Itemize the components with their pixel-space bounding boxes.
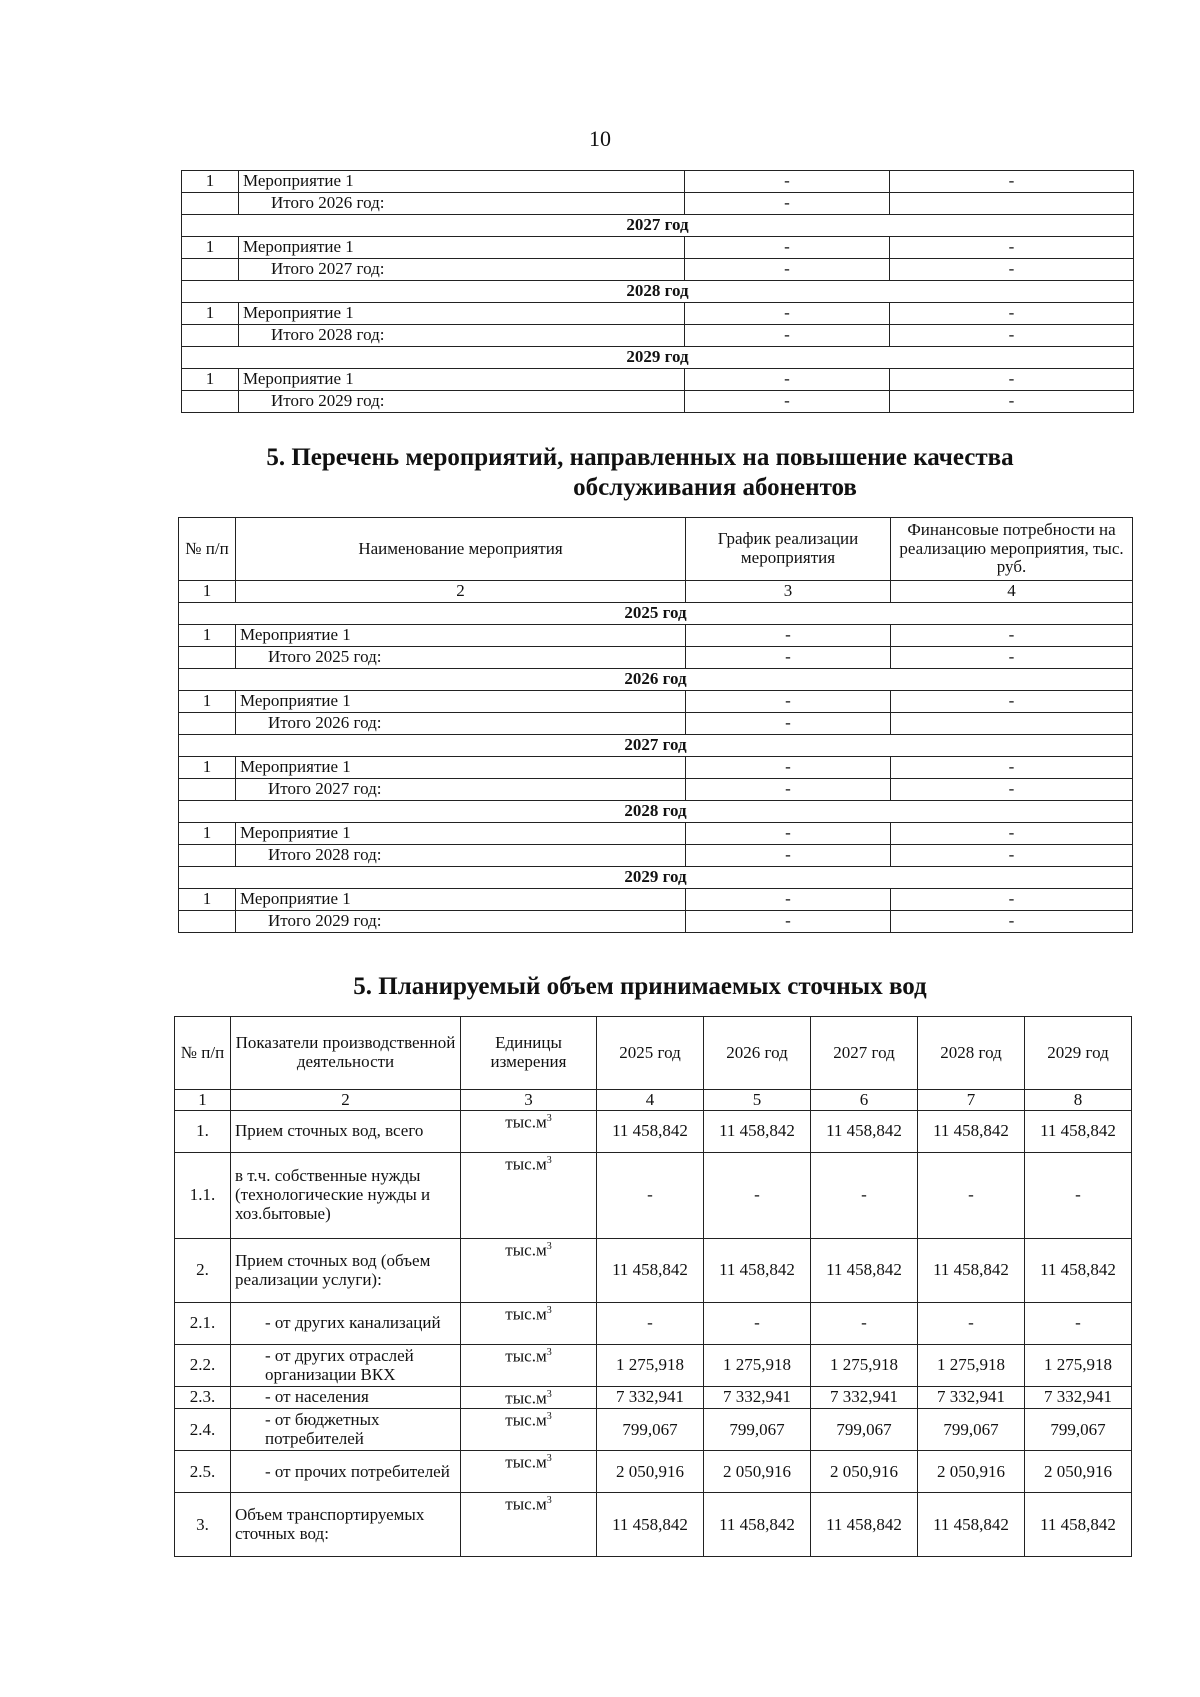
value-cell: 7 332,941 — [704, 1387, 811, 1409]
table-row — [175, 1303, 1132, 1345]
schedule-cell: - — [686, 823, 891, 845]
total-label: Итого 2028 год: — [239, 325, 685, 347]
year-header-row — [182, 281, 1134, 303]
row-number: 1 — [182, 303, 239, 325]
value-cell: 11 458,842 — [1025, 1239, 1132, 1303]
section-title-line-1: 5. Перечень мероприятий, направленных на повышение качества — [266, 444, 1014, 471]
table-row — [179, 823, 1133, 845]
unit-superscript: 3 — [546, 1495, 552, 1507]
value-cell: 11 458,842 — [1025, 1493, 1132, 1557]
total-row — [179, 647, 1133, 669]
value-cell: 11 458,842 — [704, 1239, 811, 1303]
column-number: 1 — [175, 1090, 231, 1111]
schedule-cell: - — [686, 625, 891, 647]
value-cell: 11 458,842 — [918, 1239, 1025, 1303]
column-number: 2 — [231, 1090, 461, 1111]
finance-cell: - — [891, 779, 1133, 801]
header-cell: 2028 год — [918, 1017, 1025, 1090]
unit-superscript: 3 — [546, 1389, 552, 1400]
column-number: 2 — [236, 581, 686, 603]
year-header-row — [179, 735, 1133, 757]
row-number — [182, 193, 239, 215]
row-number: 2.1. — [175, 1303, 231, 1345]
row-number — [182, 259, 239, 281]
value-cell: - — [597, 1153, 704, 1239]
row-number: 1 — [182, 369, 239, 391]
value-cell: - — [811, 1303, 918, 1345]
event-name: Мероприятие 1 — [236, 691, 686, 713]
row-number: 1 — [182, 237, 239, 259]
event-name: Мероприятие 1 — [239, 237, 685, 259]
year-label: 2028 год — [179, 801, 1133, 823]
year-header-row — [182, 347, 1134, 369]
value-cell: - — [704, 1153, 811, 1239]
year-label: 2029 год — [182, 347, 1134, 369]
table-header-row — [175, 1017, 1132, 1090]
schedule-cell: - — [686, 845, 891, 867]
total-label: Итого 2026 год: — [239, 193, 685, 215]
service-quality-events-table — [178, 517, 1133, 933]
unit-cell — [461, 1153, 597, 1239]
row-number: 1 — [179, 691, 236, 713]
table-row — [175, 1153, 1132, 1239]
table-row — [175, 1345, 1132, 1387]
header-cell: Единицы измерения — [461, 1017, 597, 1090]
row-number — [182, 391, 239, 413]
table-row — [179, 691, 1133, 713]
year-label: 2028 год — [182, 281, 1134, 303]
value-cell: - — [1025, 1153, 1132, 1239]
total-row — [179, 779, 1133, 801]
value-cell: 1 275,918 — [811, 1345, 918, 1387]
unit-label: тыс.м — [505, 1495, 547, 1514]
row-number — [182, 325, 239, 347]
total-row — [179, 911, 1133, 933]
unit-label: тыс.м — [505, 1346, 547, 1366]
column-number: 4 — [597, 1090, 704, 1111]
value-cell: 1 275,918 — [597, 1345, 704, 1387]
header-cell: 2025 год — [597, 1017, 704, 1090]
value-cell: 11 458,842 — [811, 1493, 918, 1557]
schedule-cell: - — [685, 325, 890, 347]
indicator-name: в т.ч. собственные нужды (технологические нужды и хоз.бытовые) — [231, 1153, 461, 1239]
column-number: 6 — [811, 1090, 918, 1111]
column-number: 3 — [686, 581, 891, 603]
row-number: 1.1. — [175, 1153, 231, 1239]
value-cell: 2 050,916 — [918, 1451, 1025, 1493]
unit-superscript: 3 — [546, 1411, 552, 1423]
column-number: 3 — [461, 1090, 597, 1111]
total-row — [182, 325, 1134, 347]
year-header-row — [182, 215, 1134, 237]
value-cell: 11 458,842 — [811, 1111, 918, 1153]
finance-cell: - — [891, 889, 1133, 911]
schedule-cell: - — [686, 713, 891, 735]
unit-superscript: 3 — [546, 1113, 552, 1124]
schedule-cell: - — [686, 779, 891, 801]
row-number: 1 — [179, 823, 236, 845]
indicator-name: - от других отраслей организации ВКХ — [231, 1345, 461, 1387]
table-row — [182, 369, 1134, 391]
unit-label: тыс.м — [505, 1453, 547, 1472]
total-label: Итого 2027 год: — [239, 259, 685, 281]
schedule-cell: - — [686, 757, 891, 779]
schedule-cell: - — [685, 237, 890, 259]
unit-cell — [461, 1451, 597, 1493]
row-number: 3. — [175, 1493, 231, 1557]
value-cell: 7 332,941 — [1025, 1387, 1132, 1409]
unit-cell — [461, 1493, 597, 1557]
finance-cell: - — [891, 823, 1133, 845]
table-row — [175, 1111, 1132, 1153]
finance-cell: - — [890, 171, 1134, 193]
indicator-name: - от других канализаций — [231, 1303, 461, 1345]
table-row — [175, 1451, 1132, 1493]
events-table-continued — [181, 170, 1134, 413]
total-label: Итого 2026 год: — [236, 713, 686, 735]
year-header-row — [179, 669, 1133, 691]
column-number: 8 — [1025, 1090, 1132, 1111]
unit-label: тыс.м — [505, 1240, 547, 1260]
row-number — [179, 713, 236, 735]
event-name: Мероприятие 1 — [239, 369, 685, 391]
value-cell: 11 458,842 — [597, 1239, 704, 1303]
value-cell: 11 458,842 — [597, 1493, 704, 1557]
event-name: Мероприятие 1 — [239, 171, 685, 193]
value-cell: 799,067 — [811, 1409, 918, 1451]
finance-cell — [891, 713, 1133, 735]
table-row — [179, 625, 1133, 647]
value-cell: 11 458,842 — [918, 1493, 1025, 1557]
row-number: 2. — [175, 1239, 231, 1303]
column-number: 1 — [179, 581, 236, 603]
schedule-cell: - — [685, 369, 890, 391]
indicator-name: - от бюджетных потребителей — [231, 1409, 461, 1451]
unit-superscript: 3 — [546, 1453, 552, 1465]
value-cell: 7 332,941 — [811, 1387, 918, 1409]
year-label: 2029 год — [179, 867, 1133, 889]
value-cell: - — [918, 1303, 1025, 1345]
table-row — [175, 1239, 1132, 1303]
header-cell: Показатели производственной деятельности — [231, 1017, 461, 1090]
table-header-row — [179, 518, 1133, 581]
total-label: Итого 2029 год: — [236, 911, 686, 933]
schedule-cell: - — [686, 691, 891, 713]
value-cell: 7 332,941 — [597, 1387, 704, 1409]
row-number — [179, 911, 236, 933]
total-row — [182, 193, 1134, 215]
value-cell: - — [918, 1153, 1025, 1239]
finance-cell: - — [891, 625, 1133, 647]
year-header-row — [179, 801, 1133, 823]
schedule-cell: - — [685, 303, 890, 325]
value-cell: 1 275,918 — [704, 1345, 811, 1387]
header-cell: Наименование мероприятия — [236, 518, 686, 581]
header-cell: График реализации мероприятия — [686, 518, 891, 581]
indicator-name: Прием сточных вод, всего — [231, 1111, 461, 1153]
event-name: Мероприятие 1 — [236, 757, 686, 779]
indicator-name: Объем транспортируемых сточных вод: — [231, 1493, 461, 1557]
row-number — [179, 845, 236, 867]
finance-cell: - — [890, 237, 1134, 259]
unit-superscript: 3 — [546, 1347, 552, 1358]
finance-cell: - — [890, 369, 1134, 391]
page-number: 10 — [589, 126, 611, 151]
value-cell: 799,067 — [1025, 1409, 1132, 1451]
schedule-cell: - — [686, 889, 891, 911]
header-cell: № п/п — [179, 518, 236, 581]
section-title-wastewater-volume: 5. Планируемый объем принимаемых сточных вод — [353, 973, 927, 1000]
row-number: 2.3. — [175, 1387, 231, 1409]
row-number — [179, 779, 236, 801]
year-header-row — [179, 603, 1133, 625]
value-cell: 799,067 — [918, 1409, 1025, 1451]
unit-cell — [461, 1387, 597, 1409]
header-cell: 2027 год — [811, 1017, 918, 1090]
total-row — [179, 845, 1133, 867]
finance-cell: - — [890, 325, 1134, 347]
value-cell: 799,067 — [704, 1409, 811, 1451]
header-cell: № п/п — [175, 1017, 231, 1090]
unit-label: тыс.м — [505, 1112, 547, 1132]
unit-label: тыс.м — [505, 1388, 547, 1408]
header-cell: Финансовые потребности на реализацию мероприятия, тыс. руб. — [891, 518, 1133, 581]
value-cell: 799,067 — [597, 1409, 704, 1451]
unit-cell — [461, 1239, 597, 1303]
finance-cell — [890, 193, 1134, 215]
value-cell: 2 050,916 — [811, 1451, 918, 1493]
unit-label: тыс.м — [505, 1154, 547, 1174]
year-label: 2026 год — [179, 669, 1133, 691]
unit-superscript: 3 — [546, 1305, 552, 1316]
value-cell: 11 458,842 — [811, 1239, 918, 1303]
total-label: Итого 2025 год: — [236, 647, 686, 669]
year-label: 2025 год — [179, 603, 1133, 625]
unit-superscript: 3 — [546, 1241, 552, 1252]
unit-label: тыс.м — [505, 1304, 547, 1324]
header-cell: 2026 год — [704, 1017, 811, 1090]
unit-superscript: 3 — [546, 1155, 552, 1166]
schedule-cell: - — [686, 911, 891, 933]
event-name: Мероприятие 1 — [236, 823, 686, 845]
value-cell: 11 458,842 — [597, 1111, 704, 1153]
year-label: 2027 год — [182, 215, 1134, 237]
total-row — [182, 391, 1134, 413]
unit-cell — [461, 1409, 597, 1451]
wastewater-volume-table — [174, 1016, 1132, 1557]
column-number: 5 — [704, 1090, 811, 1111]
schedule-cell: - — [685, 259, 890, 281]
value-cell: - — [704, 1303, 811, 1345]
finance-cell: - — [891, 845, 1133, 867]
header-cell: 2029 год — [1025, 1017, 1132, 1090]
column-number-row — [179, 581, 1133, 603]
row-number: 1. — [175, 1111, 231, 1153]
year-label: 2027 год — [179, 735, 1133, 757]
schedule-cell: - — [686, 647, 891, 669]
row-number: 1 — [182, 171, 239, 193]
finance-cell: - — [891, 691, 1133, 713]
table-row — [182, 171, 1134, 193]
finance-cell: - — [891, 647, 1133, 669]
year-header-row — [179, 867, 1133, 889]
column-number: 7 — [918, 1090, 1025, 1111]
column-number: 4 — [891, 581, 1133, 603]
finance-cell: - — [890, 391, 1134, 413]
total-label: Итого 2028 год: — [236, 845, 686, 867]
row-number: 2.5. — [175, 1451, 231, 1493]
table-row — [182, 303, 1134, 325]
table-row — [175, 1387, 1132, 1409]
indicator-name: - от населения — [231, 1387, 461, 1409]
row-number: 2.2. — [175, 1345, 231, 1387]
value-cell: 11 458,842 — [1025, 1111, 1132, 1153]
section-title-service-quality — [160, 443, 1120, 503]
table-row — [182, 237, 1134, 259]
total-row — [179, 713, 1133, 735]
value-cell: - — [597, 1303, 704, 1345]
value-cell: 1 275,918 — [1025, 1345, 1132, 1387]
row-number: 1 — [179, 889, 236, 911]
indicator-name: - от прочих потребителей — [231, 1451, 461, 1493]
row-number: 1 — [179, 625, 236, 647]
unit-cell — [461, 1303, 597, 1345]
schedule-cell: - — [685, 391, 890, 413]
value-cell: 11 458,842 — [918, 1111, 1025, 1153]
value-cell: 11 458,842 — [704, 1111, 811, 1153]
total-label: Итого 2029 год: — [239, 391, 685, 413]
value-cell: - — [1025, 1303, 1132, 1345]
value-cell: 2 050,916 — [597, 1451, 704, 1493]
value-cell: 2 050,916 — [704, 1451, 811, 1493]
table-row — [179, 757, 1133, 779]
indicator-name: Прием сточных вод (объем реализации услуги): — [231, 1239, 461, 1303]
unit-cell — [461, 1345, 597, 1387]
schedule-cell: - — [685, 171, 890, 193]
value-cell: 11 458,842 — [704, 1493, 811, 1557]
finance-cell: - — [890, 259, 1134, 281]
column-number-row — [175, 1090, 1132, 1111]
row-number — [179, 647, 236, 669]
total-row — [182, 259, 1134, 281]
value-cell: 1 275,918 — [918, 1345, 1025, 1387]
unit-cell — [461, 1111, 597, 1153]
schedule-cell: - — [685, 193, 890, 215]
event-name: Мероприятие 1 — [236, 625, 686, 647]
table-row — [175, 1493, 1132, 1557]
table-row — [175, 1409, 1132, 1451]
value-cell: - — [811, 1153, 918, 1239]
event-name: Мероприятие 1 — [236, 889, 686, 911]
finance-cell: - — [891, 911, 1133, 933]
row-number: 2.4. — [175, 1409, 231, 1451]
event-name: Мероприятие 1 — [239, 303, 685, 325]
unit-label: тыс.м — [505, 1411, 547, 1430]
finance-cell: - — [890, 303, 1134, 325]
section-title-line-2: обслуживания абонентов — [573, 474, 857, 501]
finance-cell: - — [891, 757, 1133, 779]
row-number: 1 — [179, 757, 236, 779]
value-cell: 2 050,916 — [1025, 1451, 1132, 1493]
total-label: Итого 2027 год: — [236, 779, 686, 801]
table-row — [179, 889, 1133, 911]
value-cell: 7 332,941 — [918, 1387, 1025, 1409]
